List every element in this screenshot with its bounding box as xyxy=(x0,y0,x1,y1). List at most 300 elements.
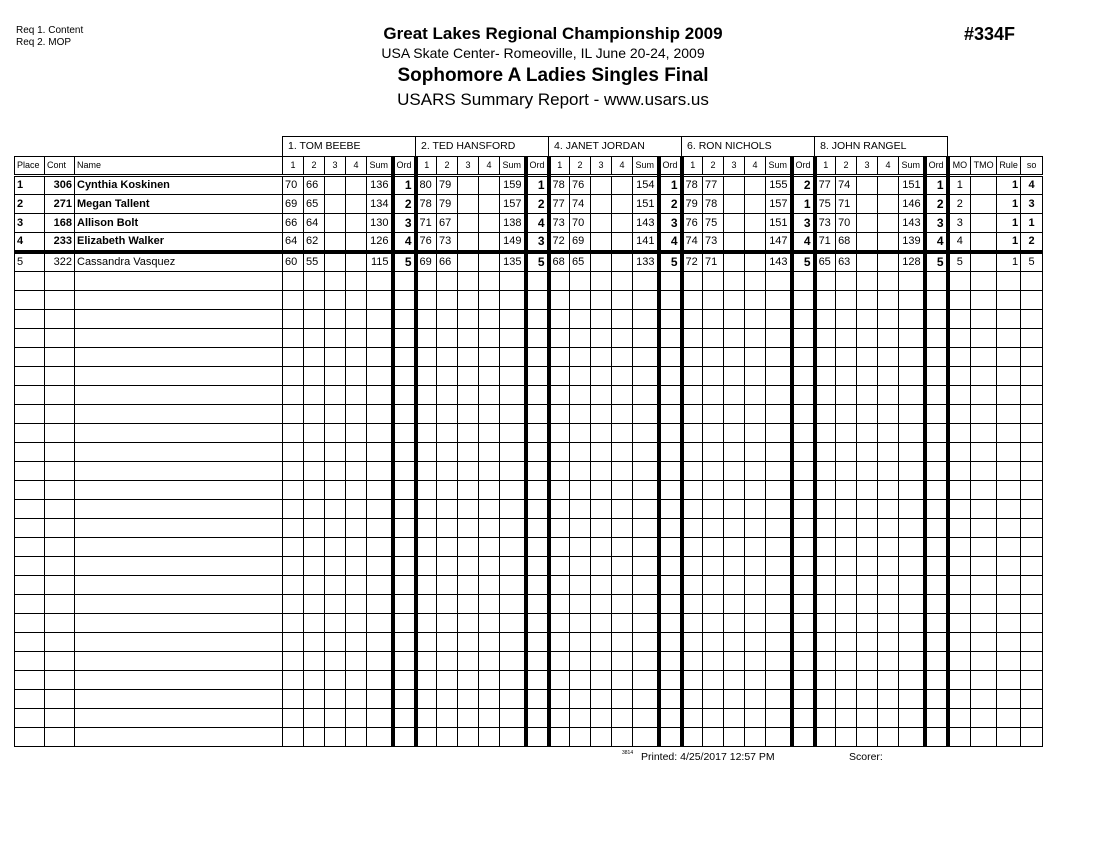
score-4 xyxy=(612,233,633,253)
empty-cell xyxy=(971,386,997,405)
empty-cell xyxy=(703,424,724,443)
empty-cell xyxy=(526,405,549,424)
empty-cell xyxy=(682,709,703,728)
score-3 xyxy=(857,252,878,272)
empty-cell xyxy=(878,481,899,500)
empty-cell xyxy=(682,291,703,310)
empty-cell xyxy=(612,367,633,386)
empty-cell xyxy=(437,690,458,709)
score-4 xyxy=(346,252,367,272)
empty-cell xyxy=(836,462,857,481)
empty-cell xyxy=(591,367,612,386)
empty-cell xyxy=(15,348,45,367)
judge-ordinal: 3 xyxy=(925,214,948,233)
empty-cell xyxy=(997,405,1021,424)
empty-cell xyxy=(997,424,1021,443)
empty-cell xyxy=(526,500,549,519)
empty-cell xyxy=(416,671,437,690)
score-1: 71 xyxy=(815,233,836,253)
skater-name: Cynthia Koskinen xyxy=(75,176,283,195)
empty-cell xyxy=(703,595,724,614)
empty-cell xyxy=(612,614,633,633)
col-s1: 1 xyxy=(549,157,570,176)
empty-cell xyxy=(45,329,75,348)
empty-cell xyxy=(549,595,570,614)
score-1: 77 xyxy=(815,176,836,195)
empty-cell xyxy=(458,595,479,614)
empty-cell xyxy=(437,462,458,481)
empty-cell xyxy=(45,348,75,367)
empty-cell xyxy=(500,576,526,595)
empty-cell xyxy=(766,500,792,519)
empty-cell xyxy=(703,519,724,538)
empty-cell xyxy=(367,329,393,348)
empty-cell xyxy=(346,690,367,709)
empty-cell xyxy=(948,443,971,462)
empty-cell xyxy=(437,576,458,595)
score-4 xyxy=(479,195,500,214)
empty-cell xyxy=(526,443,549,462)
empty-cell xyxy=(15,709,45,728)
score-2: 79 xyxy=(437,176,458,195)
empty-cell xyxy=(682,690,703,709)
empty-cell xyxy=(925,481,948,500)
empty-cell xyxy=(526,652,549,671)
empty-cell xyxy=(45,291,75,310)
empty-cell xyxy=(75,633,283,652)
empty-cell xyxy=(633,671,659,690)
empty-cell xyxy=(304,633,325,652)
judge-sum: 146 xyxy=(899,195,925,214)
empty-cell xyxy=(393,690,416,709)
empty-cell xyxy=(591,291,612,310)
empty-cell xyxy=(393,652,416,671)
empty-cell xyxy=(724,595,745,614)
empty-cell xyxy=(500,500,526,519)
empty-cell xyxy=(815,272,836,291)
empty-cell xyxy=(367,728,393,747)
judge-ordinal: 2 xyxy=(393,195,416,214)
judge-sum: 126 xyxy=(367,233,393,253)
empty-row xyxy=(15,633,1043,652)
empty-cell xyxy=(792,367,815,386)
empty-cell xyxy=(393,728,416,747)
empty-cell xyxy=(836,633,857,652)
col-sum: Sum xyxy=(633,157,659,176)
empty-cell xyxy=(416,709,437,728)
empty-cell xyxy=(45,576,75,595)
empty-cell xyxy=(458,329,479,348)
empty-cell xyxy=(75,443,283,462)
empty-cell xyxy=(612,310,633,329)
empty-cell xyxy=(703,481,724,500)
judge-name: 8. JOHN RANGEL xyxy=(815,137,948,157)
score-2: 71 xyxy=(836,195,857,214)
empty-cell xyxy=(948,329,971,348)
empty-cell xyxy=(997,462,1021,481)
contestant-number: 233 xyxy=(45,233,75,253)
empty-cell xyxy=(815,614,836,633)
empty-cell xyxy=(836,671,857,690)
empty-cell xyxy=(500,462,526,481)
empty-cell xyxy=(283,652,304,671)
empty-cell xyxy=(367,576,393,595)
empty-cell xyxy=(15,614,45,633)
empty-cell xyxy=(948,557,971,576)
empty-row xyxy=(15,424,1043,443)
score-3 xyxy=(591,252,612,272)
empty-cell xyxy=(479,519,500,538)
judge-ordinal: 5 xyxy=(659,252,682,272)
empty-cell xyxy=(591,614,612,633)
venue-dates: USA Skate Center- Romeoville, IL June 20-24, 2009 xyxy=(381,45,705,61)
empty-cell xyxy=(437,595,458,614)
col-s2: 2 xyxy=(304,157,325,176)
empty-cell xyxy=(682,671,703,690)
score-1: 73 xyxy=(815,214,836,233)
empty-cell xyxy=(325,291,346,310)
empty-cell xyxy=(591,633,612,652)
empty-cell xyxy=(500,348,526,367)
empty-cell xyxy=(500,652,526,671)
empty-cell xyxy=(659,405,682,424)
empty-cell xyxy=(591,310,612,329)
empty-cell xyxy=(659,291,682,310)
empty-cell xyxy=(304,405,325,424)
empty-cell xyxy=(612,557,633,576)
empty-cell xyxy=(633,348,659,367)
blank-cell xyxy=(948,137,1043,157)
footer-code: 3814 xyxy=(622,750,634,756)
col-s4: 4 xyxy=(612,157,633,176)
tmo-cell xyxy=(971,252,997,272)
empty-cell xyxy=(15,272,45,291)
score-4 xyxy=(745,214,766,233)
empty-cell xyxy=(304,728,325,747)
empty-cell xyxy=(393,500,416,519)
score-3 xyxy=(325,233,346,253)
empty-cell xyxy=(633,291,659,310)
empty-cell xyxy=(899,690,925,709)
empty-cell xyxy=(925,367,948,386)
empty-cell xyxy=(899,709,925,728)
empty-cell xyxy=(458,272,479,291)
empty-cell xyxy=(724,424,745,443)
empty-cell xyxy=(612,728,633,747)
empty-cell xyxy=(948,291,971,310)
empty-cell xyxy=(325,652,346,671)
judge-sum: 155 xyxy=(766,176,792,195)
empty-cell xyxy=(15,462,45,481)
empty-cell xyxy=(304,500,325,519)
empty-cell xyxy=(458,481,479,500)
score-3 xyxy=(591,195,612,214)
judge-sum: 149 xyxy=(500,233,526,253)
empty-cell xyxy=(836,690,857,709)
empty-cell xyxy=(15,652,45,671)
empty-cell xyxy=(591,500,612,519)
empty-cell xyxy=(393,329,416,348)
empty-cell xyxy=(500,443,526,462)
empty-cell xyxy=(346,576,367,595)
empty-cell xyxy=(416,576,437,595)
empty-cell xyxy=(857,595,878,614)
empty-cell xyxy=(367,462,393,481)
empty-cell xyxy=(346,272,367,291)
judge-ordinal: 4 xyxy=(393,233,416,253)
empty-cell xyxy=(857,690,878,709)
empty-cell xyxy=(500,272,526,291)
empty-cell xyxy=(948,538,971,557)
empty-cell xyxy=(659,348,682,367)
score-4 xyxy=(745,233,766,253)
empty-cell xyxy=(45,671,75,690)
empty-cell xyxy=(878,633,899,652)
empty-cell xyxy=(766,481,792,500)
empty-cell xyxy=(703,576,724,595)
empty-cell xyxy=(479,652,500,671)
empty-cell xyxy=(659,310,682,329)
empty-cell xyxy=(325,538,346,557)
empty-cell xyxy=(878,367,899,386)
score-2: 63 xyxy=(836,252,857,272)
empty-cell xyxy=(591,519,612,538)
empty-cell xyxy=(612,652,633,671)
score-2: 78 xyxy=(703,195,724,214)
empty-cell xyxy=(836,576,857,595)
empty-cell xyxy=(549,462,570,481)
empty-cell xyxy=(1021,310,1043,329)
empty-cell xyxy=(925,709,948,728)
score-2: 67 xyxy=(437,214,458,233)
empty-cell xyxy=(479,405,500,424)
empty-cell xyxy=(682,405,703,424)
col-s4: 4 xyxy=(745,157,766,176)
empty-cell xyxy=(682,652,703,671)
empty-cell xyxy=(633,481,659,500)
empty-cell xyxy=(325,443,346,462)
empty-row xyxy=(15,348,1043,367)
empty-cell xyxy=(416,728,437,747)
score-2: 69 xyxy=(570,233,591,253)
empty-cell xyxy=(15,690,45,709)
empty-cell xyxy=(591,424,612,443)
score-1: 78 xyxy=(682,176,703,195)
empty-cell xyxy=(437,519,458,538)
empty-cell xyxy=(703,500,724,519)
empty-cell xyxy=(745,500,766,519)
skater-name: Cassandra Vasquez xyxy=(75,252,283,272)
empty-cell xyxy=(612,272,633,291)
col-sum: Sum xyxy=(766,157,792,176)
empty-cell xyxy=(526,291,549,310)
empty-cell xyxy=(925,519,948,538)
empty-cell xyxy=(682,348,703,367)
results-table xyxy=(14,136,1043,747)
empty-cell xyxy=(745,576,766,595)
empty-cell xyxy=(75,538,283,557)
col-ord: Ord xyxy=(526,157,549,176)
empty-cell xyxy=(1021,367,1043,386)
empty-cell xyxy=(570,690,591,709)
empty-cell xyxy=(458,652,479,671)
empty-cell xyxy=(815,500,836,519)
empty-cell xyxy=(549,709,570,728)
empty-cell xyxy=(925,614,948,633)
empty-cell xyxy=(75,709,283,728)
empty-cell xyxy=(899,595,925,614)
empty-cell xyxy=(836,291,857,310)
contestant-number: 306 xyxy=(45,176,75,195)
empty-cell xyxy=(304,709,325,728)
empty-cell xyxy=(997,557,1021,576)
empty-cell xyxy=(479,443,500,462)
empty-cell xyxy=(948,481,971,500)
empty-cell xyxy=(526,614,549,633)
empty-cell xyxy=(659,557,682,576)
empty-cell xyxy=(45,272,75,291)
empty-cell xyxy=(1021,424,1043,443)
empty-cell xyxy=(479,424,500,443)
empty-cell xyxy=(997,272,1021,291)
empty-cell xyxy=(925,728,948,747)
empty-cell xyxy=(570,310,591,329)
empty-cell xyxy=(346,557,367,576)
empty-cell xyxy=(971,633,997,652)
judge-ordinal: 2 xyxy=(925,195,948,214)
empty-cell xyxy=(325,519,346,538)
empty-cell xyxy=(325,386,346,405)
empty-cell xyxy=(1021,462,1043,481)
empty-cell xyxy=(836,329,857,348)
empty-cell xyxy=(836,386,857,405)
empty-cell xyxy=(367,481,393,500)
empty-cell xyxy=(724,519,745,538)
score-3 xyxy=(325,214,346,233)
empty-cell xyxy=(925,557,948,576)
empty-cell xyxy=(1021,671,1043,690)
event-title: Sophomore A Ladies Singles Final xyxy=(397,65,709,86)
empty-cell xyxy=(997,348,1021,367)
empty-cell xyxy=(45,481,75,500)
empty-cell xyxy=(815,690,836,709)
col-rule: Rule xyxy=(997,157,1021,176)
empty-cell xyxy=(346,538,367,557)
empty-cell xyxy=(857,557,878,576)
empty-cell xyxy=(659,443,682,462)
empty-cell xyxy=(1021,291,1043,310)
empty-cell xyxy=(549,557,570,576)
empty-cell xyxy=(792,443,815,462)
empty-cell xyxy=(792,728,815,747)
judge-ordinal: 1 xyxy=(659,176,682,195)
score-3 xyxy=(325,252,346,272)
empty-cell xyxy=(878,652,899,671)
empty-cell xyxy=(526,348,549,367)
empty-cell xyxy=(766,652,792,671)
empty-cell xyxy=(925,671,948,690)
empty-cell xyxy=(836,652,857,671)
empty-cell xyxy=(304,690,325,709)
empty-cell xyxy=(836,500,857,519)
empty-cell xyxy=(283,272,304,291)
empty-cell xyxy=(612,671,633,690)
empty-cell xyxy=(948,633,971,652)
empty-cell xyxy=(971,595,997,614)
empty-cell xyxy=(416,519,437,538)
empty-cell xyxy=(325,500,346,519)
empty-cell xyxy=(948,367,971,386)
score-2: 70 xyxy=(570,214,591,233)
contestant-number: 271 xyxy=(45,195,75,214)
empty-cell xyxy=(437,557,458,576)
empty-cell xyxy=(549,348,570,367)
score-3 xyxy=(458,176,479,195)
score-4 xyxy=(878,214,899,233)
so-cell: 2 xyxy=(1021,233,1043,253)
empty-row xyxy=(15,443,1043,462)
empty-cell xyxy=(997,709,1021,728)
empty-cell xyxy=(526,481,549,500)
empty-cell xyxy=(878,595,899,614)
empty-cell xyxy=(792,690,815,709)
empty-cell xyxy=(367,519,393,538)
mo-cell: 1 xyxy=(948,176,971,195)
col-ord: Ord xyxy=(792,157,815,176)
empty-cell xyxy=(591,538,612,557)
empty-cell xyxy=(815,595,836,614)
empty-cell xyxy=(878,443,899,462)
score-2: 65 xyxy=(304,195,325,214)
report-subtitle: USARS Summary Report - www.usars.us xyxy=(397,90,709,109)
empty-cell xyxy=(682,538,703,557)
col-s4: 4 xyxy=(346,157,367,176)
empty-cell xyxy=(45,462,75,481)
score-3 xyxy=(857,176,878,195)
empty-cell xyxy=(633,443,659,462)
empty-cell xyxy=(304,481,325,500)
requirement-1: Req 1. Content xyxy=(16,25,84,36)
empty-cell xyxy=(857,709,878,728)
empty-cell xyxy=(899,519,925,538)
empty-cell xyxy=(549,690,570,709)
empty-cell xyxy=(367,500,393,519)
score-2: 66 xyxy=(304,176,325,195)
judge-ordinal: 3 xyxy=(792,214,815,233)
empty-cell xyxy=(304,329,325,348)
empty-cell xyxy=(15,671,45,690)
empty-row xyxy=(15,652,1043,671)
score-3 xyxy=(458,214,479,233)
empty-cell xyxy=(45,386,75,405)
empty-cell xyxy=(346,633,367,652)
empty-row xyxy=(15,462,1043,481)
empty-cell xyxy=(437,481,458,500)
empty-cell xyxy=(899,367,925,386)
empty-cell xyxy=(724,652,745,671)
empty-cell xyxy=(899,329,925,348)
empty-cell xyxy=(745,690,766,709)
empty-cell xyxy=(997,386,1021,405)
empty-cell xyxy=(925,329,948,348)
empty-cell xyxy=(971,614,997,633)
empty-cell xyxy=(45,557,75,576)
empty-cell xyxy=(325,614,346,633)
empty-cell xyxy=(304,576,325,595)
empty-cell xyxy=(416,405,437,424)
tmo-cell xyxy=(971,176,997,195)
empty-cell xyxy=(15,519,45,538)
